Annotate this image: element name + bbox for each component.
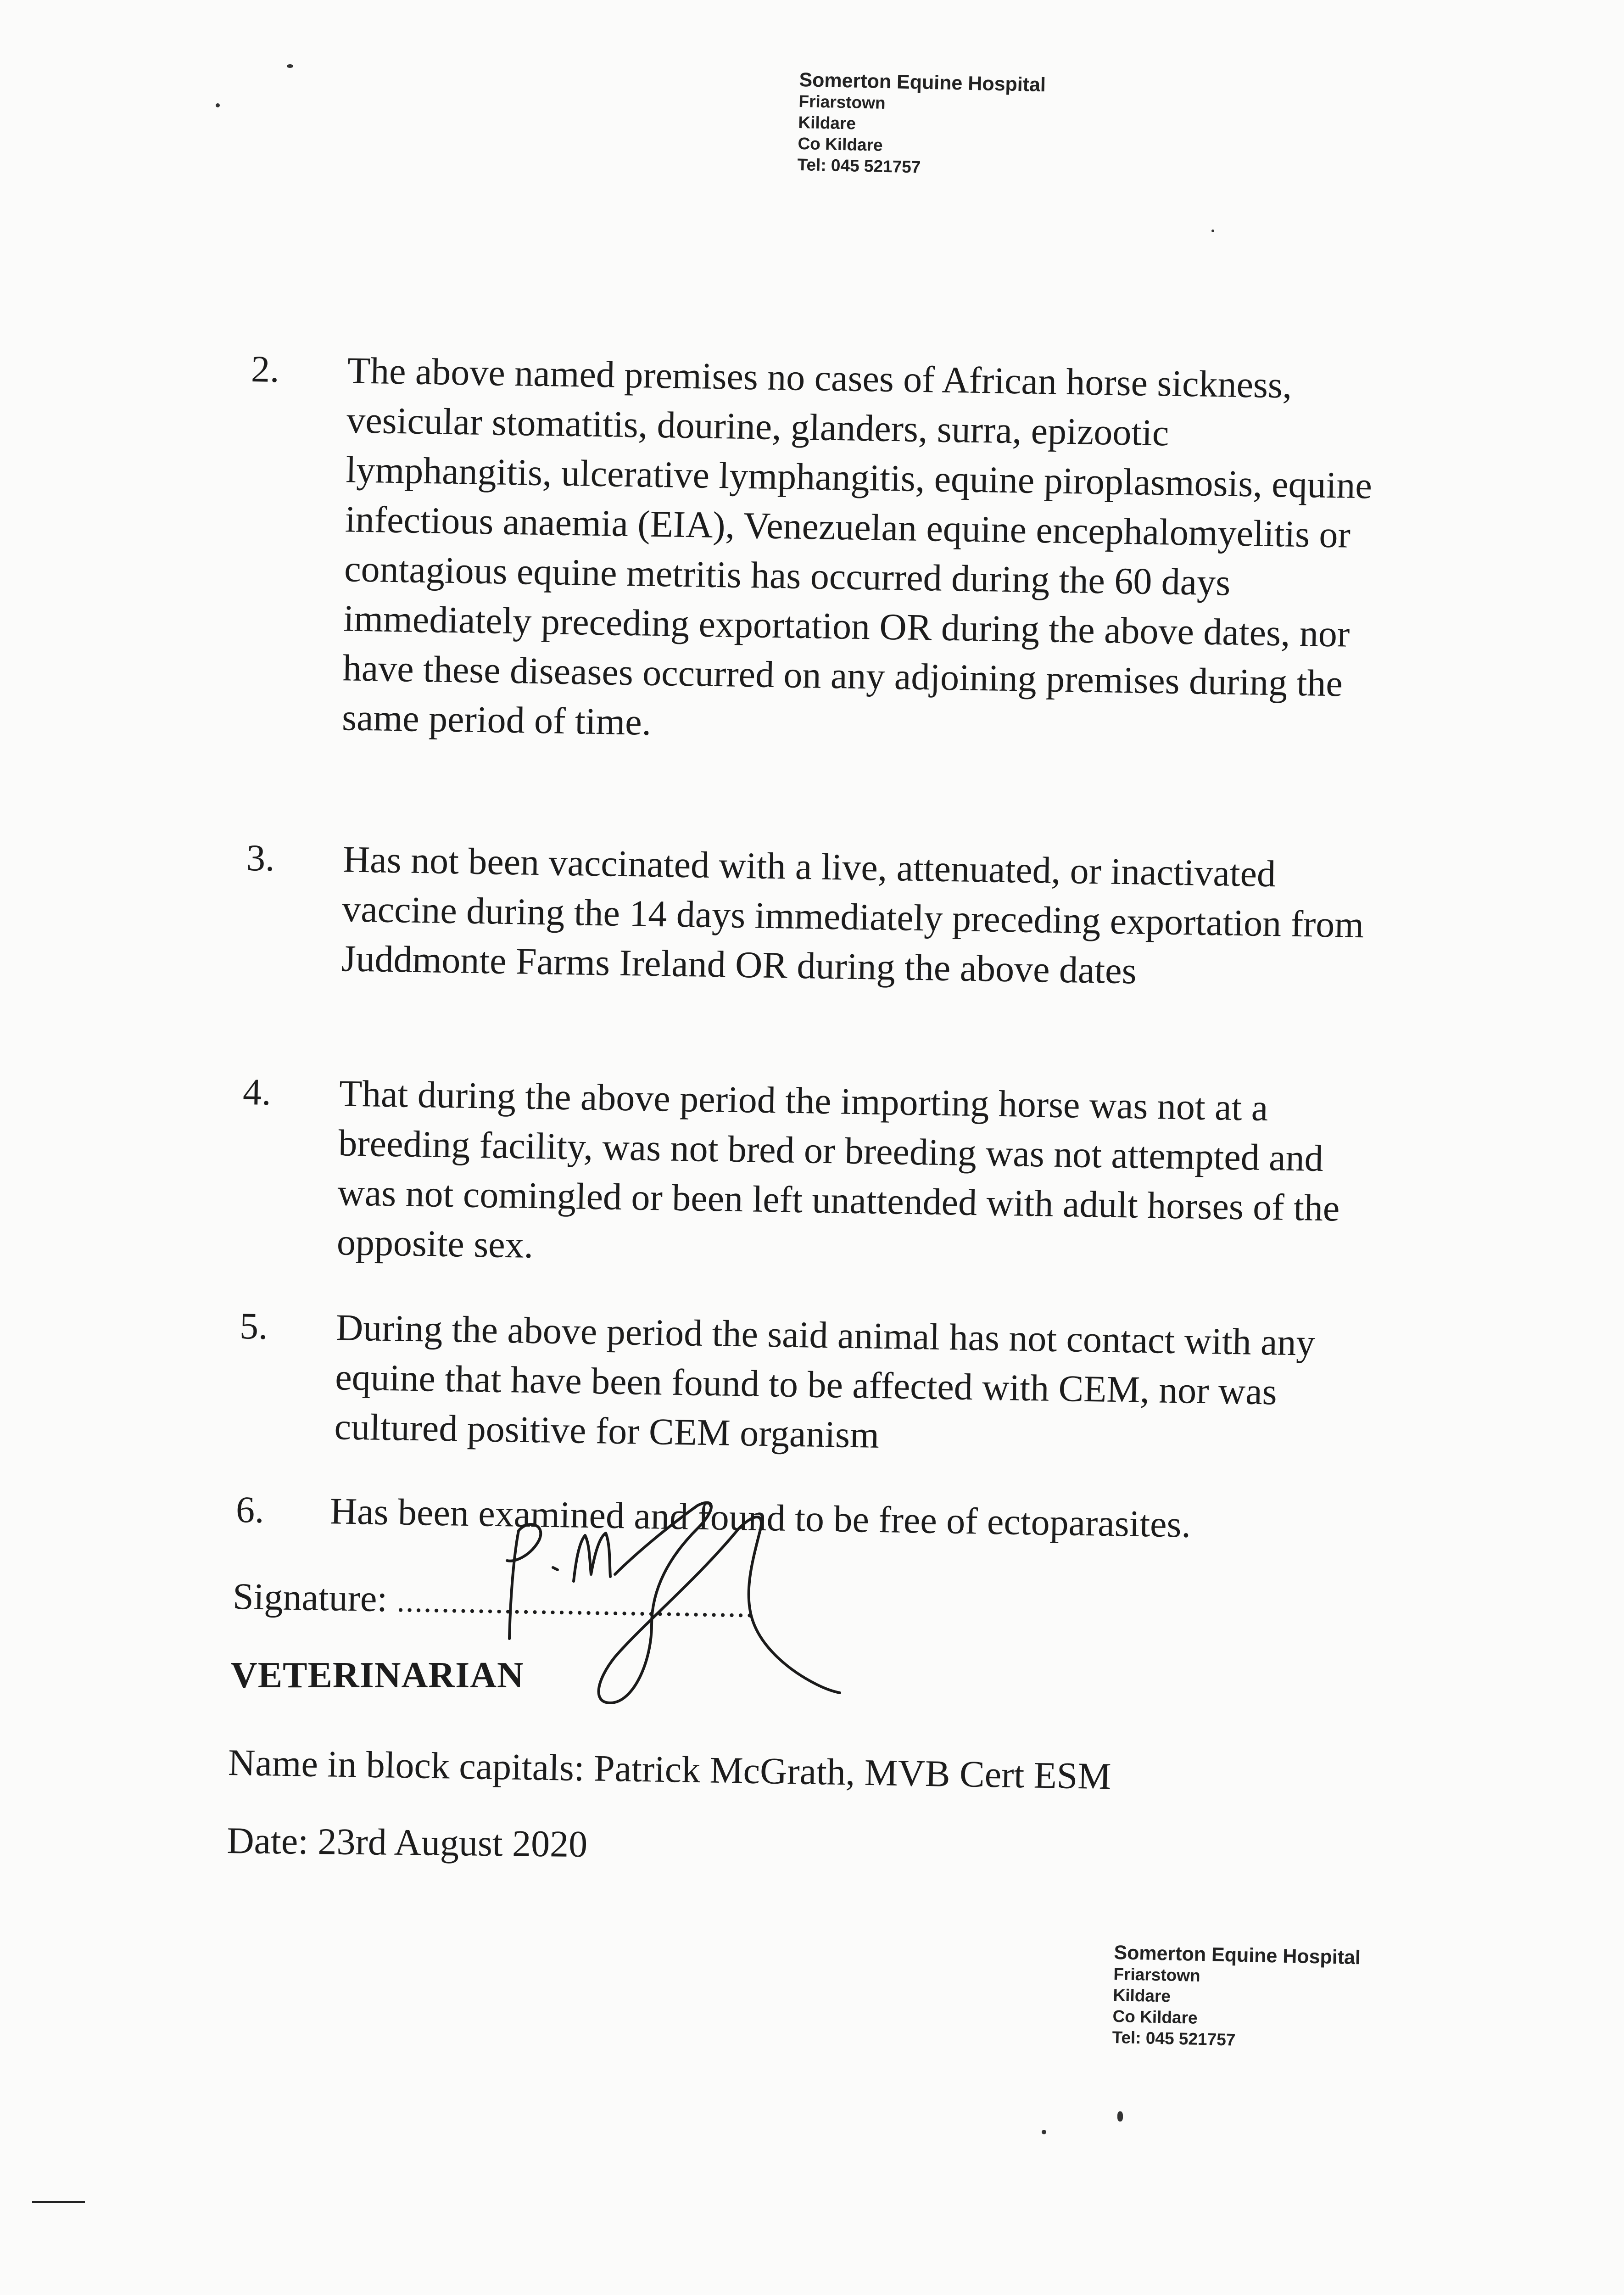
item-number: 2. (251, 347, 280, 390)
stamp-address-line: Co Kildare (798, 134, 883, 155)
scan-edge-mark (32, 2201, 85, 2203)
stamp-hospital-name: Somerton Equine Hospital (1113, 1942, 1361, 1969)
item-text: That during the above period the importing horse was not at a breeding facility, was not bred or breeding was not attempted and was not comingled or been left unattended with adult horses of the opposite sex. (336, 1072, 1340, 1266)
item-text: The above named premises no cases of African horse sickness, vesicular stomatitis, dourine, glanders, surra, epizootic lymphangitis, ulcerative lymphangitis, equine piroplasmosis, equine infectious anaemia (EIA), Venezuelan equine encephalomyelitis or contagious equine metritis has occurred during the 60 days immediately preceding exportation OR during the above dates, nor have these diseases occurred on any adjoining premises during the same period of time. (341, 349, 1373, 743)
stamp-telephone: Tel: 045 521757 (797, 155, 921, 177)
stamp-telephone: Tel: 045 521757 (1112, 2027, 1236, 2049)
signature-label: Signature: (232, 1575, 388, 1620)
stamp-address-line: Kildare (798, 112, 856, 133)
stamp-hospital-name: Somerton Equine Hospital (798, 69, 1046, 96)
stamp-address-line: Friarstown (1113, 1964, 1201, 1985)
item-text: Has not been vaccinated with a live, attenuated, or inactivated vaccine during the 14 days immediately preceding exportation from Juddmonte Farms Ireland OR during the above dates (341, 838, 1364, 992)
stamp-address-line: Co Kildare (1112, 2006, 1198, 2027)
scan-speck (216, 103, 220, 107)
scan-speck (1042, 2130, 1046, 2134)
item-number: 4. (242, 1070, 272, 1113)
stamp-address-line: Kildare (1113, 1985, 1171, 2006)
scan-speck (1211, 230, 1214, 232)
item-number: 3. (246, 836, 275, 879)
stamp-address-line: Friarstown (798, 91, 886, 112)
item-text: During the above period the said animal has not contact with any equine that have been found to be affected with CEM, nor was cultured positive for CEM organism (334, 1306, 1316, 1456)
item-text: Has been examined and found to be free of ectoparasites. (329, 1490, 1191, 1545)
signer-name-line: Name in block capitals: Patrick McGrath, MVB Cert ESM (228, 1741, 1112, 1797)
item-number: 6. (235, 1488, 265, 1531)
hospital-stamp-bottom (1112, 1942, 1361, 2053)
item-number: 5. (239, 1304, 268, 1347)
scan-speck (287, 64, 293, 68)
signature-line: ........................................ (396, 1583, 755, 1624)
scan-speck (1117, 2111, 1123, 2121)
hospital-stamp-top (797, 69, 1046, 180)
signer-role: VETERINARIAN (231, 1655, 524, 1696)
signature-row (232, 1573, 755, 1630)
signature-date: Date: 23rd August 2020 (227, 1819, 588, 1865)
